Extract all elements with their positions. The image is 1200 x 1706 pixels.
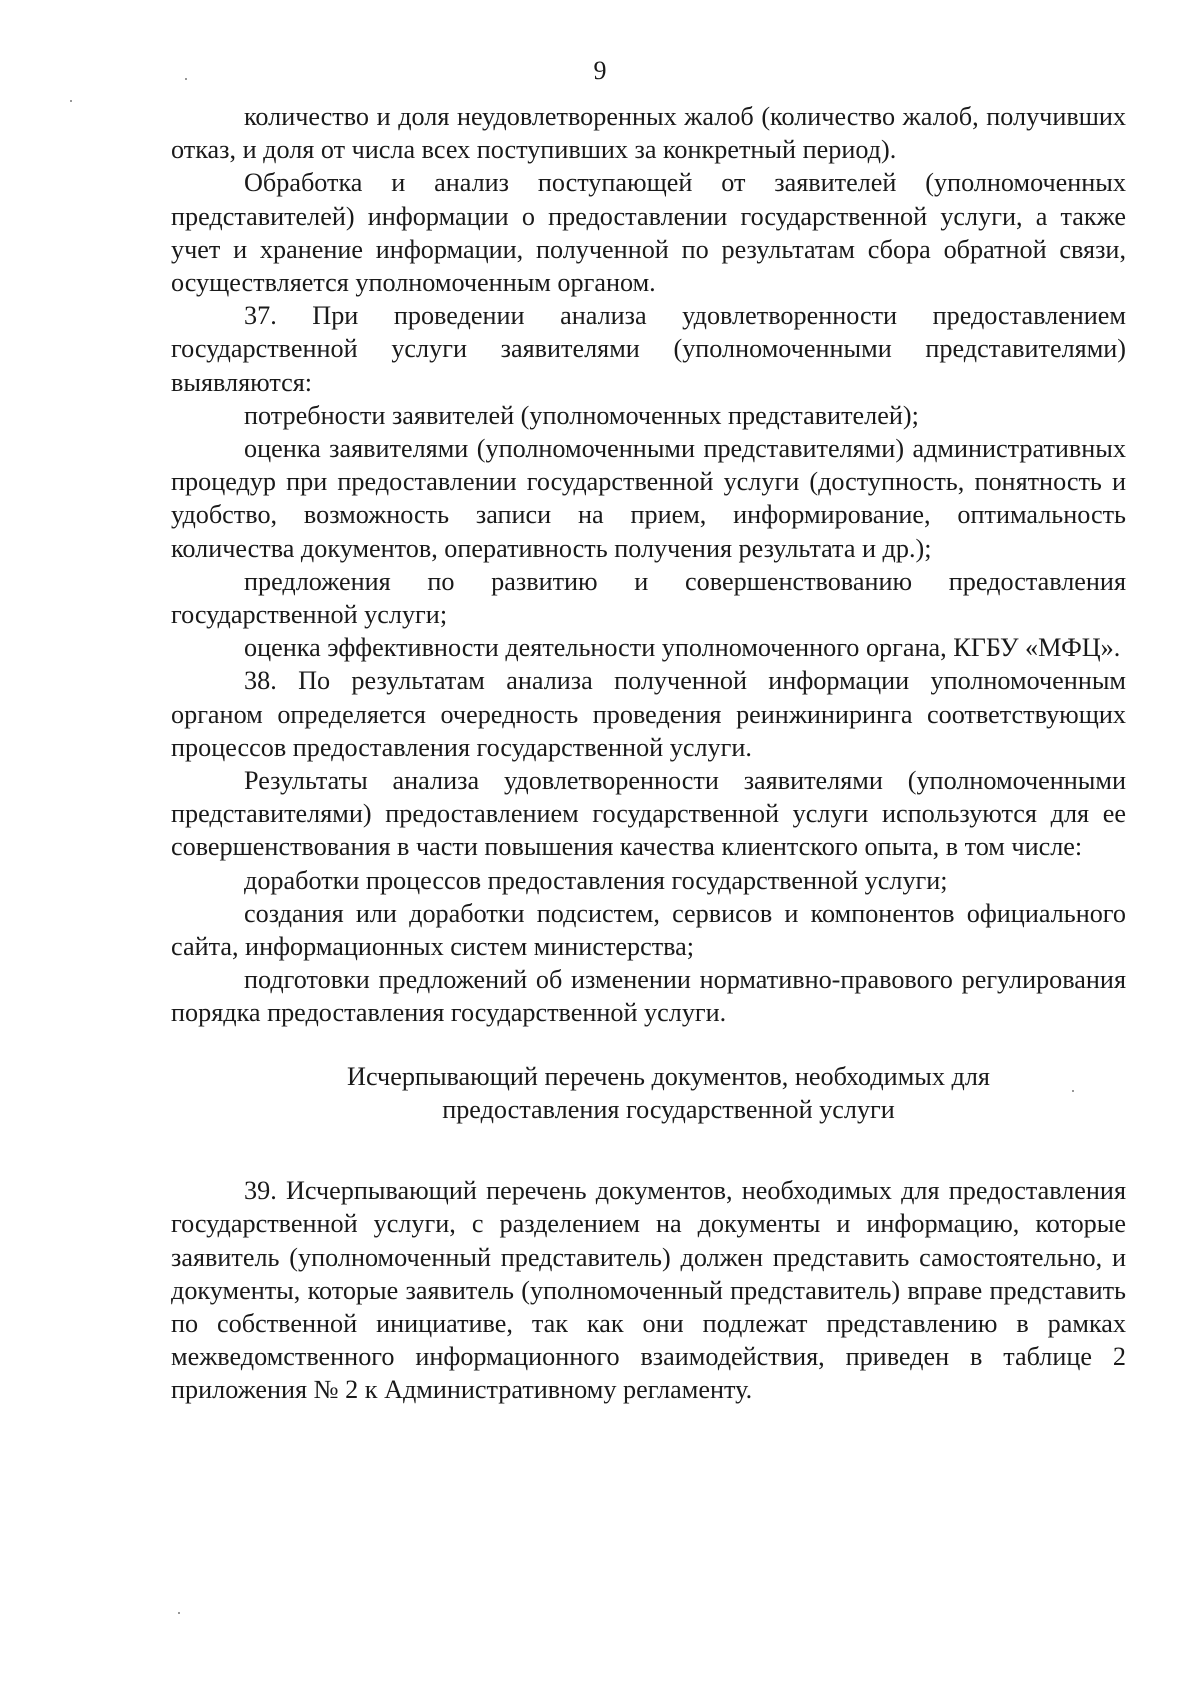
scan-speck xyxy=(70,100,72,102)
paragraph-needs: потребности заявителей (уполномоченных представителей); xyxy=(244,400,919,430)
paragraph-item-38: 38. По результатам анализа полученной информации уполномоченным органом определяется очередность проведения реинжиниринга соответствующих процессов предоставления государственной услуги. xyxy=(171,666,1126,762)
section-heading-line-2: предоставления государственной услуги xyxy=(442,1094,895,1124)
paragraph-feedback-processing: Обработка и анализ поступающей от заявителей (уполномоченных представителей) информации о предоставлении государственной услуги, а также учет и хранение информации, полученной по результатам сбора обратной связи, осуществляется уполномоченным органом. xyxy=(171,168,1126,298)
scan-speck xyxy=(178,1612,180,1614)
section-heading-line-1: Исчерпывающий перечень документов, необходимых для xyxy=(347,1061,990,1091)
paragraph-complaints-count: количество и доля неудовлетворенных жалоб (количество жалоб, получивших отказ, и доля от числа всех поступивших за конкретный период). xyxy=(171,102,1126,165)
scan-speck xyxy=(1072,1090,1074,1092)
document-body xyxy=(171,100,1126,1407)
paragraph-results: Результаты анализа удовлетворенности заявителями (уполномоченными представителями) предоставлением государственной услуги используются для ее совершенствования в части повышения качества клиентского опыта, в том числе: xyxy=(171,766,1126,862)
paragraph-proposals: предложения по развитию и совершенствованию предоставления государственной услуги; xyxy=(171,566,1126,630)
paragraph-efficiency: оценка эффективности деятельности уполномоченного органа, КГБУ «МФЦ». xyxy=(244,633,1121,663)
page-number: 9 xyxy=(593,56,607,85)
paragraph-process-improvement: доработки процессов предоставления государственной услуги; xyxy=(244,865,948,895)
section-heading xyxy=(171,1060,1126,1126)
scan-speck xyxy=(185,78,187,80)
paragraph-assessment: оценка заявителями (уполномоченными представителями) административных процедур при предоставлении государственной услуги (доступность, понятность и удобство, возможность записи на прием, информирование, оптимальность количества документов, оперативность получения результата и др.); xyxy=(171,434,1126,563)
paragraph-regulation: подготовки предложений об изменении нормативно-правового регулирования порядка предоставления государственной услуги. xyxy=(171,965,1126,1028)
paragraph-item-37: 37. При проведении анализа удовлетворенности предоставлением государственной услуги заявителями (уполномоченными представителями) выявляются: xyxy=(171,301,1126,397)
paragraph-subsystems: создания или доработки подсистем, сервисов и компонентов официального сайта, информационных систем министерства; xyxy=(171,898,1126,962)
paragraph-item-39: 39. Исчерпывающий перечень документов, необходимых для предоставления государственной услуги, с разделением на документы и информацию, которые заявитель (уполномоченный представитель) должен представить самостоятельно, и документы, которые заявитель (уполномоченный представитель) вправе представить по собственной инициативе, так как они подлежат представлению в рамках межведомственного информационного взаимодействия, приведен в таблице 2 приложения № 2 к Административному регламенту. xyxy=(171,1176,1126,1405)
